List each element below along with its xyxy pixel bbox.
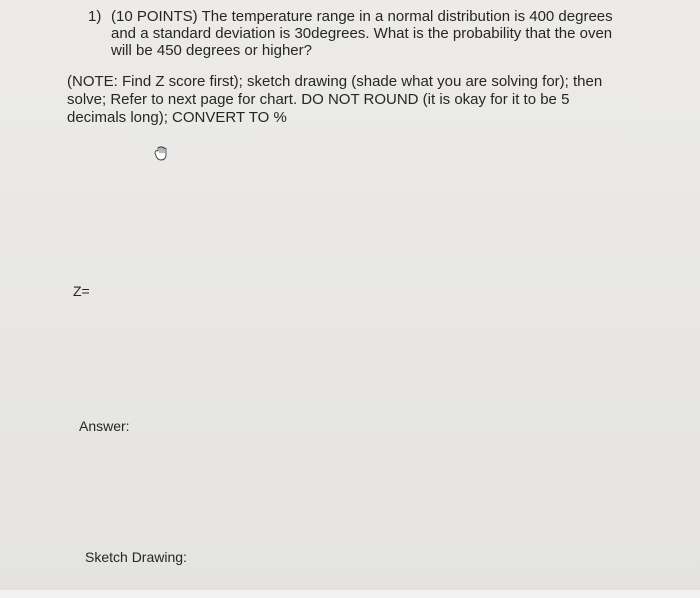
note-line: (NOTE: Find Z score first); sketch drawing (shade what you are solving for); then bbox=[67, 73, 603, 90]
hand-cursor-icon bbox=[152, 145, 170, 161]
question-line: and a standard deviation is 30degrees. What is the probability that the oven bbox=[111, 25, 613, 42]
note-line: solve; Refer to next page for chart. DO NOT ROUND (it is okay for it to be 5 bbox=[67, 91, 570, 108]
note-line: decimals long); CONVERT TO % bbox=[67, 109, 287, 126]
question-text bbox=[111, 8, 668, 59]
z-score-label: Z= bbox=[73, 283, 90, 299]
question-number: 1) bbox=[88, 8, 102, 25]
instructions-note bbox=[67, 73, 667, 127]
sketch-drawing-label: Sketch Drawing: bbox=[85, 549, 187, 565]
question-line: (10 POINTS) The temperature range in a normal distribution is 400 degrees bbox=[111, 8, 613, 25]
page-bottom-edge bbox=[0, 590, 700, 598]
question-line: will be 450 degrees or higher? bbox=[111, 42, 312, 59]
question-block bbox=[88, 8, 668, 59]
answer-label: Answer: bbox=[79, 418, 130, 434]
